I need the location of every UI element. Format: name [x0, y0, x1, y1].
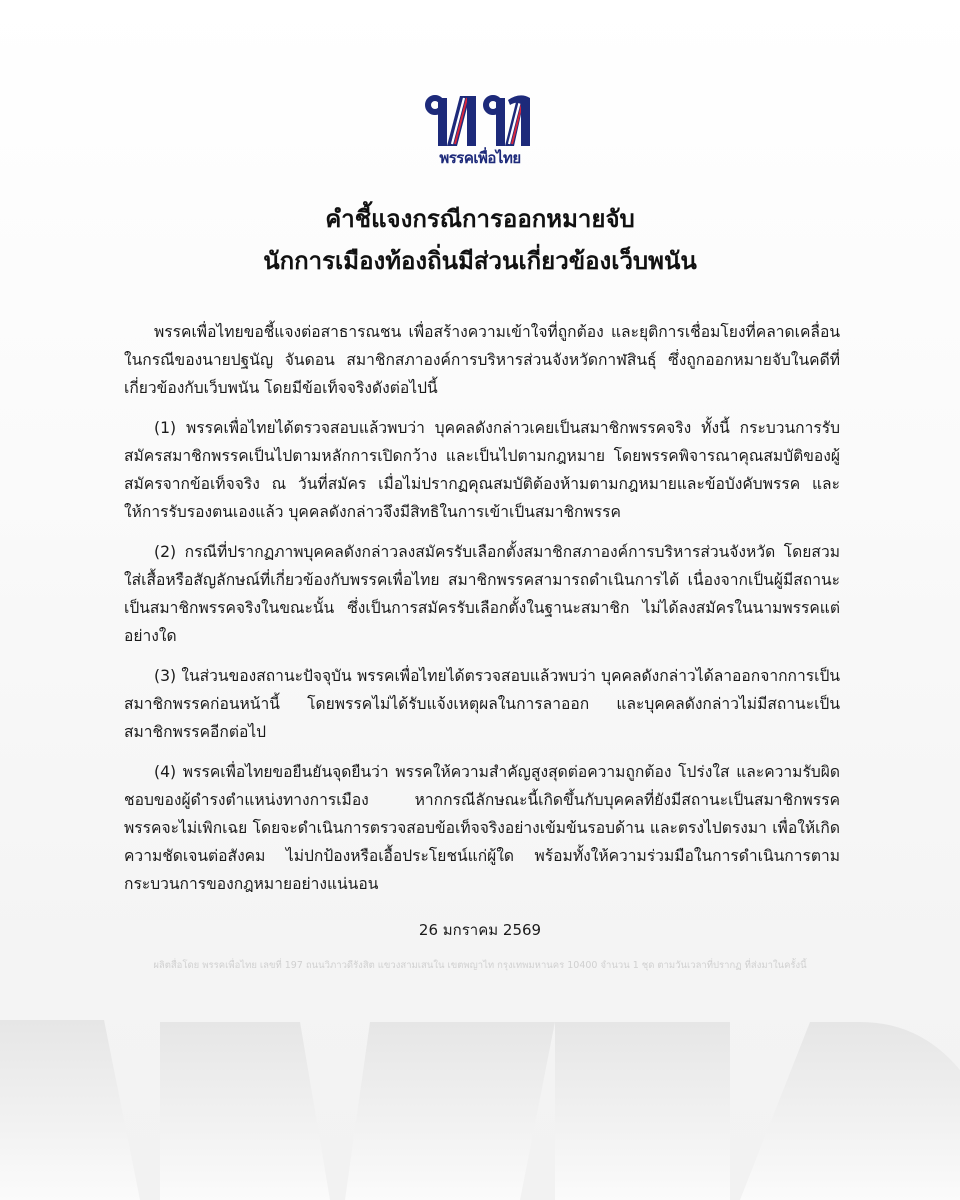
- publisher-note: ผลิตสื่อโดย พรรคเพื่อไทย เลขที่ 197 ถนนวิภาวดีรังสิต แขวงสามเสนใน เขตพญาไท กรุงเทพมหานคร 10400 จำนวน 1 ชุด ตามวันเวลาที่ปรากฏ ที่ส่งมาในครั้งนี้: [153, 960, 807, 971]
- point-2-paragraph: (2) กรณีที่ปรากฏภาพบุคคลดังกล่าวลงสมัครรับเลือกตั้งสมาชิกสภาองค์การบริหารส่วนจังหวัด โดยสวมใส่เสื้อหรือสัญลักษณ์ที่เกี่ยวข้องกับพรรคเพื่อไทย สมาชิกพรรคสามารถดำเนินการได้ เนื่องจากเป็นผู้มีสถานะเป็นสมาชิกพรรคจริงในขณะนั้น ซึ่งเป็นการสมัครรับเลือกตั้งในฐานะสมาชิก ไม่ได้ลงสมัครในนามพรรคแต่อย่างใด: [124, 543, 840, 645]
- party-logo: [424, 92, 536, 172]
- intro-paragraph: พรรคเพื่อไทยขอชี้แจงต่อสาธารณชน เพื่อสร้างความเข้าใจที่ถูกต้อง และยุติการเชื่อมโยงที่คลาดเคลื่อน ในกรณีของนายปฐนัญ จันดอน สมาชิกสภาองค์การบริหารส่วนจังหวัดกาฬสินธุ์ ซึ่งถูกออกหมายจับในคดีที่เกี่ยวข้องกับเว็บพนัน โดยมีข้อเท็จจริงดังต่อไปนี้: [124, 323, 840, 397]
- party-name: พรรคเพื่อไทย: [439, 149, 521, 167]
- statement-date: 26 มกราคม 2569: [418, 921, 542, 939]
- page-title: [0, 198, 960, 282]
- point-1-paragraph: (1) พรรคเพื่อไทยได้ตรวจสอบแล้วพบว่า บุคคลดังกล่าวเคยเป็นสมาชิกพรรคจริง ทั้งนี้ กระบวนการรับสมัครสมาชิกพรรคเป็นไปตามหลักการเปิดกว้าง และเป็นไปตามกฎหมาย โดยพรรคพิจารณาคุณสมบัติของผู้สมัครจากข้อเท็จจริง ณ วันที่สมัคร เมื่อไม่ปรากฏคุณสมบัติต้องห้ามตามกฎหมายและข้อบังคับพรรค และให้การรับรองตนเองแล้ว บุคคลดังกล่าวจึงมีสิทธิในการเข้าเป็นสมาชิกพรรค: [124, 419, 840, 521]
- party-logo-mark-icon: [424, 92, 536, 148]
- title-line-2: นักการเมืองท้องถิ่นมีส่วนเกี่ยวข้องเว็บพนัน: [263, 247, 697, 275]
- title-line-1: คำชี้แจงกรณีการออกหมายจับ: [325, 205, 635, 233]
- watermark-logo-icon: [0, 1020, 960, 1200]
- statement-body: [124, 318, 840, 910]
- point-4-paragraph: (4) พรรคเพื่อไทยขอยืนยันจุดยืนว่า พรรคให้ความสำคัญสูงสุดต่อความถูกต้อง โปร่งใส และความรับผิดชอบของผู้ดำรงตำแหน่งทางการเมือง หากกรณีลักษณะนี้เกิดขึ้นกับบุคคลที่ยังมีสถานะเป็นสมาชิกพรรค พรรคจะไม่เพิกเฉย โดยจะดำเนินการตรวจสอบข้อเท็จจริงอย่างเข้มข้นรอบด้าน และตรงไปตรงมา เพื่อให้เกิดความชัดเจนต่อสังคม ไม่ปกป้องหรือเอื้อประโยชน์แก่ผู้ใด พร้อมทั้งให้ความร่วมมือในการดำเนินการตามกระบวนการของกฎหมายอย่างแน่นอน: [124, 763, 840, 893]
- point-3-paragraph: (3) ในส่วนของสถานะปัจจุบัน พรรคเพื่อไทยได้ตรวจสอบแล้วพบว่า บุคคลดังกล่าวได้ลาออกจากการเป็นสมาชิกพรรคก่อนหน้านี้ โดยพรรคไม่ได้รับแจ้งเหตุผลในการลาออก และบุคคลดังกล่าวไม่มีสถานะเป็นสมาชิกพรรคอีกต่อไป: [124, 667, 840, 741]
